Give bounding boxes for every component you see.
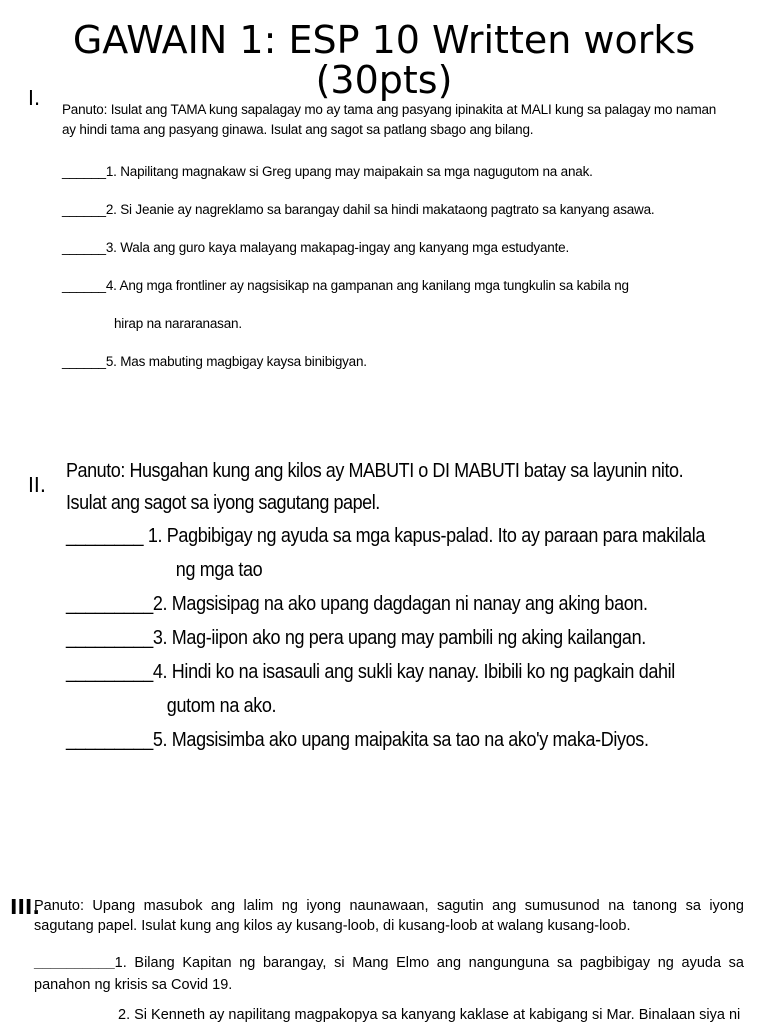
section-1-item-4-continuation: hirap na nararanasan. xyxy=(114,316,242,331)
section-2-item-3: _________3. Mag-iipon ako ng pera upang may pambili ng aking kailangan. xyxy=(66,627,646,649)
page-title: GAWAIN 1: ESP 10 Written works (30pts) xyxy=(72,18,696,102)
section-1-item-3: ______3. Wala ang guro kaya malayang makapag-ingay ang kanyang mga estudyante. xyxy=(62,240,569,255)
section-1-item-4: ______4. Ang mga frontliner ay nagsisikap na gampanan ang kanilang mga tungkulin sa kabila ng xyxy=(62,278,629,293)
section-2-item-4-continuation: gutom na ako. xyxy=(166,695,277,717)
section-3 xyxy=(34,896,744,1026)
section-2-item-2: _________2. Magsisipag na ako upang dagdagan ni nanay ang aking baon. xyxy=(66,593,648,615)
answer-blank: __________ xyxy=(34,955,115,971)
section-1-item-1: ______1. Napilitang magnakaw si Greg upang may maipakain sa mga nagugutom na anak. xyxy=(62,164,593,179)
section-1-item-5: ______5. Mas mabuting magbigay kaysa binibigyan. xyxy=(62,354,367,369)
section-2-instructions-line-1: Panuto: Husgahan kung ang kilos ay MABUTI o DI MABUTI batay sa layunin nito. xyxy=(66,460,684,482)
section-1-numeral: I. xyxy=(28,86,41,110)
section-3-instructions: Panuto: Upang masubok ang lalim ng iyong naunawaan, sagutin ang sumusunod na tanong sa iyong sagutang papel. Isulat kung ang kilos ay kusang-loob, di kusang-loob at walang kusang-loob. xyxy=(34,898,744,934)
section-1-instructions: Panuto: Isulat ang TAMA kung sapalagay mo ay tama ang pasyang ipinakita at MALI kung sa palagay mo naman ay hindi tama ang pasyang ginawa. Isulat ang sagot sa patlang sbago ang bilang. xyxy=(62,102,717,137)
section-2-numeral: II. xyxy=(28,473,47,497)
section-2-item-5: _________5. Magsisimba ako upang maipakita sa tao na ako'y maka-Diyos. xyxy=(66,729,649,751)
section-2-instructions-line-2: Isulat ang sagot sa iyong sagutang papel. xyxy=(66,492,380,514)
section-1 xyxy=(62,100,732,372)
section-2-item-1-continuation: ng mga tao xyxy=(175,559,263,581)
section-2-item-4: _________4. Hindi ko na isasauli ang sukli kay nanay. Ibibili ko ng pagkain dahil xyxy=(66,661,675,683)
section-2-item-1: ________ 1. Pagbibigay ng ayuda sa mga kapus-palad. Ito ay paraan para makilala xyxy=(66,525,706,547)
section-3-item-1 xyxy=(34,952,744,996)
section-2 xyxy=(66,455,756,757)
section-3-item-1-text: 1. Bilang Kapitan ng barangay, si Mang Elmo ang nangunguna sa pagbibigay ng ayuda sa panahon ng krisis sa Covid 19. xyxy=(34,955,744,993)
section-3-item-2: 2. Si Kenneth ay napilitang magpakopya sa kanyang kaklase at kabigang si Mar. Binalaan siya ni xyxy=(118,1007,741,1023)
section-3-numeral: III. xyxy=(10,895,40,919)
section-1-item-2: ______2. Si Jeanie ay nagreklamo sa barangay dahil sa hindi makataong pagtrato sa kanyang asawa. xyxy=(62,202,655,217)
